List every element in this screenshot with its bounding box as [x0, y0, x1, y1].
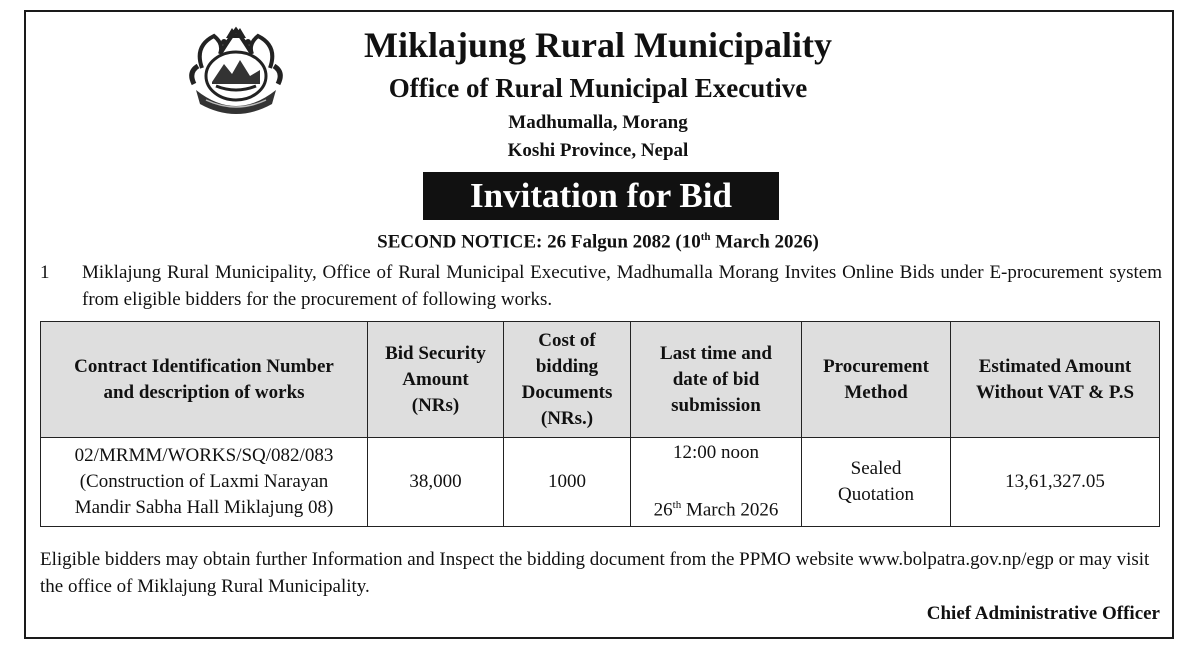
cell-contract: 02/MRMM/WORKS/SQ/082/083 (Construction of Laxmi Narayan Mandir Sabha Hall Miklajung 08)	[41, 438, 368, 527]
cell-bid-security: 38,000	[368, 438, 504, 527]
paragraph-text: Miklajung Rural Municipality, Office of Rural Municipal Executive, Madhumalla Morang Invites Online Bids under E-procurement system from eligible bidders for the procurement of following works.	[82, 262, 1162, 310]
table-row	[41, 438, 1160, 527]
cell-method: Sealed Quotation	[802, 438, 951, 527]
invitation-banner: Invitation for Bid	[423, 172, 779, 220]
paragraph-number: 1	[40, 262, 50, 283]
cell-estimate: 13,61,327.05	[951, 438, 1160, 527]
cell-cost: 1000	[504, 438, 631, 527]
second-notice-line: SECOND NOTICE: 26 Falgun 2082 (10th March 2026)	[377, 231, 819, 253]
cell-last-time: 12:00 noon 26th March 2026	[631, 438, 802, 527]
bid-table	[40, 321, 1160, 527]
table-header-row	[41, 322, 1160, 438]
location-line-1: Madhumalla, Morang	[508, 112, 688, 133]
header-estimate: Estimated Amount Without VAT & P.S	[951, 322, 1160, 438]
office-title: Office of Rural Municipal Executive	[388, 73, 808, 103]
invitation-paragraph	[40, 259, 1162, 313]
header-cost: Cost of bidding Documents (NRs.)	[504, 322, 631, 438]
municipality-title: Miklajung Rural Municipality	[363, 25, 833, 65]
header-method: Procurement Method	[802, 322, 951, 438]
signatory: Chief Administrative Officer	[926, 603, 1160, 624]
header-last-time: Last time and date of bid submission	[631, 322, 802, 438]
header-contract: Contract Identification Number and description of works	[41, 322, 368, 438]
header-bid-security: Bid Security Amount (NRs)	[368, 322, 504, 438]
footer-paragraph: Eligible bidders may obtain further Information and Inspect the bidding document from the PPMO website www.bolpatra.gov.np/egp or may visit the office of Miklajung Rural Municipality.	[40, 549, 1150, 597]
location-line-2: Koshi Province, Nepal	[507, 140, 689, 161]
